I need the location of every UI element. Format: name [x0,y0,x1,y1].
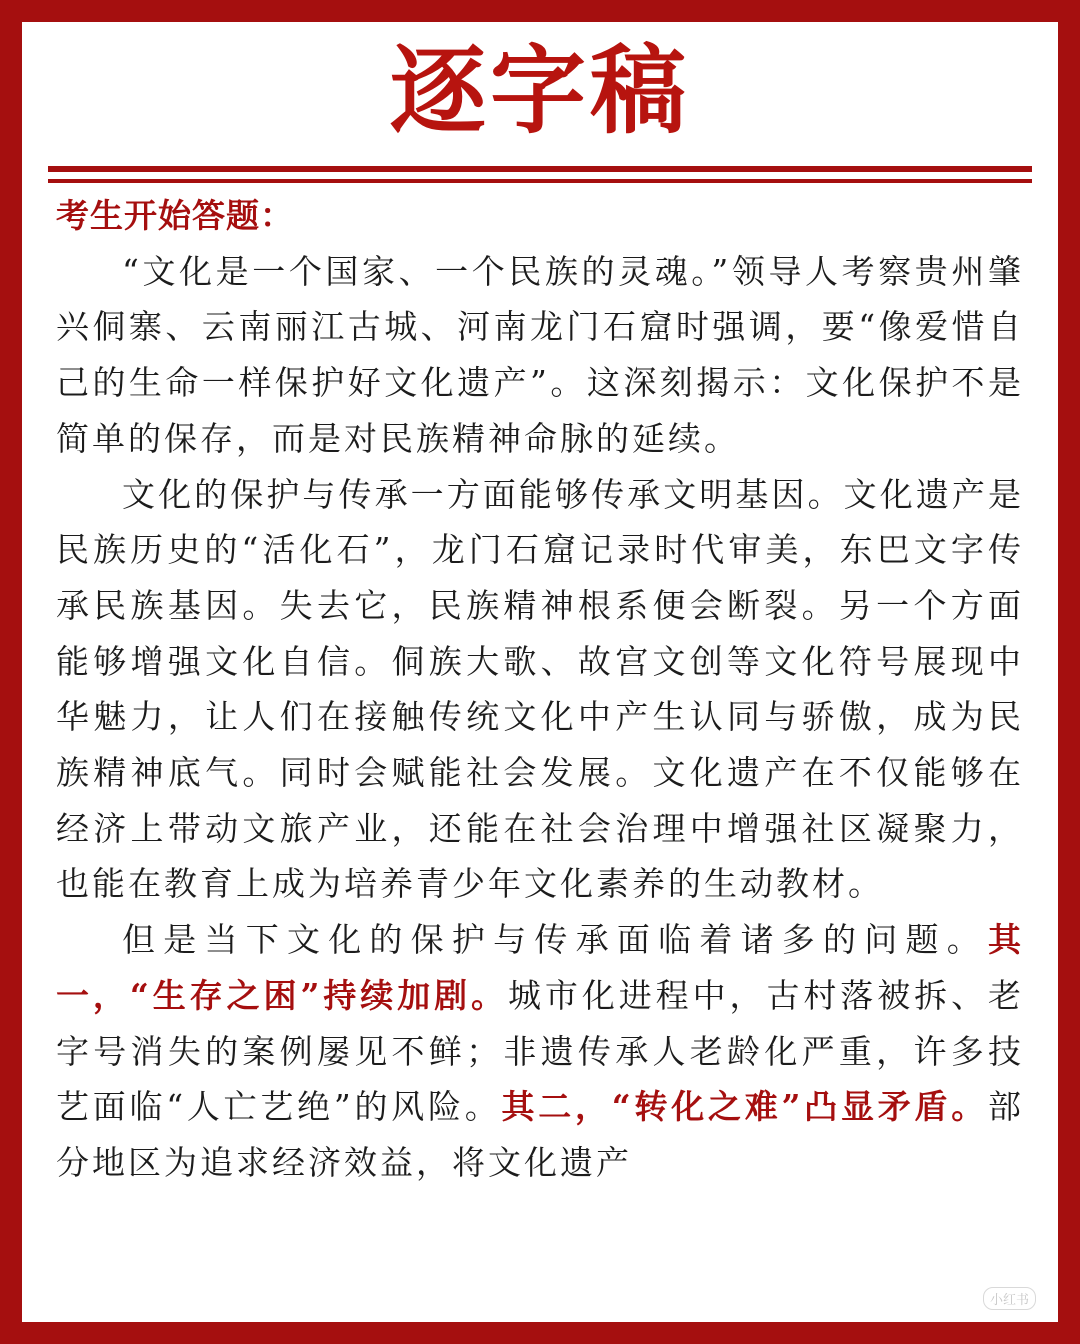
paragraph-3-text-2: 部分地区为追求经济效益，将文化遗产 [56,1087,1024,1182]
paragraph-3-text-1: 城市化进程中，古村落被拆、老字号消失的案例屡见不鲜；非遗传承人老龄化严重，许多技艺面临“人亡艺绝”的风险。 [56,975,1025,1127]
title-divider-thick [48,166,1032,172]
paragraph-1: “文化是一个国家、一个民族的灵魂。”领导人考察贵州肇兴侗寨、云南丽江古城、河南龙门石窟时强调，要“像爱惜自己的生命一样保护好文化遗产”。这深刻揭示：文化保护不是简单的保存，而是对民族精神命脉的延续。 [56,251,1024,458]
paragraph-2: 文化的保护与传承一方面能够传承文明基因。文化遗产是民族历史的“活化石”，龙门石窟记录时代审美，东巴文字传承民族基因。失去它，民族精神根系便会断裂。另一个方面能够增强文化自信。侗族大歌、故宫文创等文化符号展现中华魅力，让人们在接触传统文化中产生认同与骄傲，成为民族精神底气。同时会赋能社会发展。文化遗产在不仅能够在经济上带动文旅产业，还能在社会治理中增强社区凝聚力，也能在教育上成为培养青少年文化素养的生动教材。 [56,474,1024,904]
answer-body [56,188,1024,1191]
highlight-point-2: 其二，“转化之难”凸显矛盾。 [501,1087,988,1127]
page-title: 逐字稿 [390,35,690,147]
paragraph-3 [56,912,1024,1191]
answer-lead: 考生开始答题： [56,196,294,235]
highlight-point-1: 其一，“生存之困”持续加剧。 [56,920,1024,1015]
paragraph-3-intro: 但是当下文化的保护与传承面临着诸多的问题。 [122,920,988,960]
title-divider-thin [48,179,1032,183]
watermark-logo: 小红书 [983,1287,1036,1310]
